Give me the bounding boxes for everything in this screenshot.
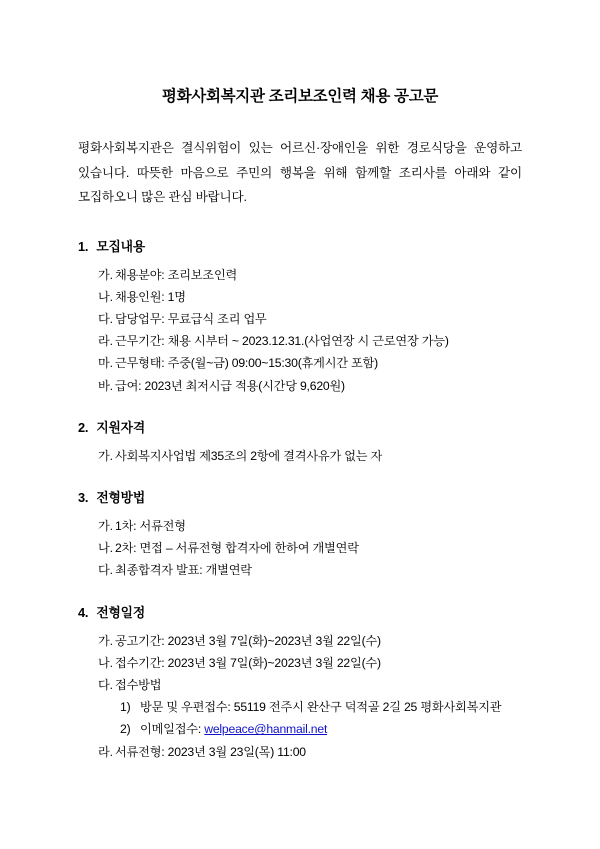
section-heading (78, 602, 522, 621)
email-link[interactable]: welpeace@hanmail.net (204, 722, 328, 737)
list-marker: 나. (98, 541, 113, 556)
list-item (78, 537, 522, 559)
list-text: 채용분야: 조리보조인력 (115, 267, 238, 282)
list-marker: 가. (98, 633, 113, 648)
sub-list-text: 방문 및 우편접수: 55119 전주시 완산구 덕적골 2길 25 평화사회복지관 (140, 700, 502, 715)
list-marker: 라. (98, 744, 113, 759)
list-item (78, 559, 522, 581)
section-heading (78, 487, 522, 506)
section-selection-method (78, 487, 522, 582)
list-marker: 다. (98, 563, 113, 578)
list-marker: 마. (98, 356, 113, 371)
list-text: 사회복지사업법 제35조의 2항에 결격사유가 없는 자 (115, 448, 383, 463)
list-text: 근무형태: 주중(월~금) 09:00~15:30(휴게시간 포함) (115, 356, 379, 371)
list-text: 1차: 서류전형 (115, 519, 186, 534)
list-marker: 가. (98, 267, 113, 282)
list-marker: 바. (98, 378, 113, 393)
list-item (78, 308, 522, 330)
list-item (78, 286, 522, 308)
section-eligibility (78, 417, 522, 467)
list-text: 최종합격자 발표: 개별연락 (115, 563, 252, 578)
list-item (78, 741, 522, 763)
section-title: 모집내용 (96, 238, 146, 254)
list-text: 접수방법 (115, 678, 162, 693)
list-item (78, 445, 522, 467)
list-text: 2차: 면접 – 서류전형 합격자에 한하여 개별연락 (115, 541, 359, 556)
section-number: 3. (78, 490, 89, 506)
list-text: 서류전형: 2023년 3월 23일(목) 11:00 (115, 744, 306, 759)
section-recruitment-details (78, 236, 522, 397)
list-text: 채용인원: 1명 (115, 289, 186, 304)
page-title: 평화사회복지관 조리보조인력 채용 공고문 (161, 88, 439, 105)
list-text: 접수기간: 2023년 3월 7일(화)~2023년 3월 22일(수) (115, 655, 381, 670)
sub-list-item-email (78, 718, 522, 740)
list-marker: 다. (98, 312, 113, 327)
sub-list-marker: 1) (120, 700, 131, 715)
section-number: 2. (78, 419, 89, 435)
list-item (78, 375, 522, 397)
section-heading (78, 417, 522, 436)
list-text: 공고기간: 2023년 3월 7일(화)~2023년 3월 22일(수) (115, 633, 381, 648)
section-title: 전형일정 (96, 604, 146, 620)
section-number: 1. (78, 238, 89, 254)
sub-list-item (78, 696, 522, 718)
section-heading (78, 236, 522, 255)
list-item (78, 352, 522, 374)
intro-paragraph: 평화사회복지관은 결식위험이 있는 어르신·장애인을 위한 경로식당을 운영하고 있습니다. 따뜻한 마음으로 주민의 행복을 위해 함께할 조리사를 아래와 같이 모집하오니 많은 관심 바랍니다. (78, 141, 522, 205)
section-title: 지원자격 (96, 419, 146, 435)
list-marker: 가. (98, 519, 113, 534)
list-item (78, 630, 522, 652)
list-item (78, 264, 522, 286)
list-marker: 나. (98, 289, 113, 304)
list-text: 담당업무: 무료급식 조리 업무 (115, 312, 267, 327)
list-marker: 다. (98, 678, 113, 693)
list-text: 급여: 2023년 최저시급 적용(시간당 9,620원) (115, 378, 345, 393)
list-marker: 나. (98, 655, 113, 670)
list-item (78, 515, 522, 537)
list-text: 근무기간: 채용 시부터 ~ 2023.12.31.(사업연장 시 근로연장 가능) (115, 334, 449, 349)
list-item (78, 674, 522, 696)
list-marker: 가. (98, 448, 113, 463)
sub-list-text: 이메일접수: (140, 722, 205, 737)
section-schedule (78, 602, 522, 763)
list-item (78, 652, 522, 674)
section-number: 4. (78, 604, 89, 620)
list-marker: 라. (98, 334, 113, 349)
sub-list-marker: 2) (120, 722, 131, 737)
section-title: 전형방법 (96, 490, 146, 506)
list-item (78, 330, 522, 352)
